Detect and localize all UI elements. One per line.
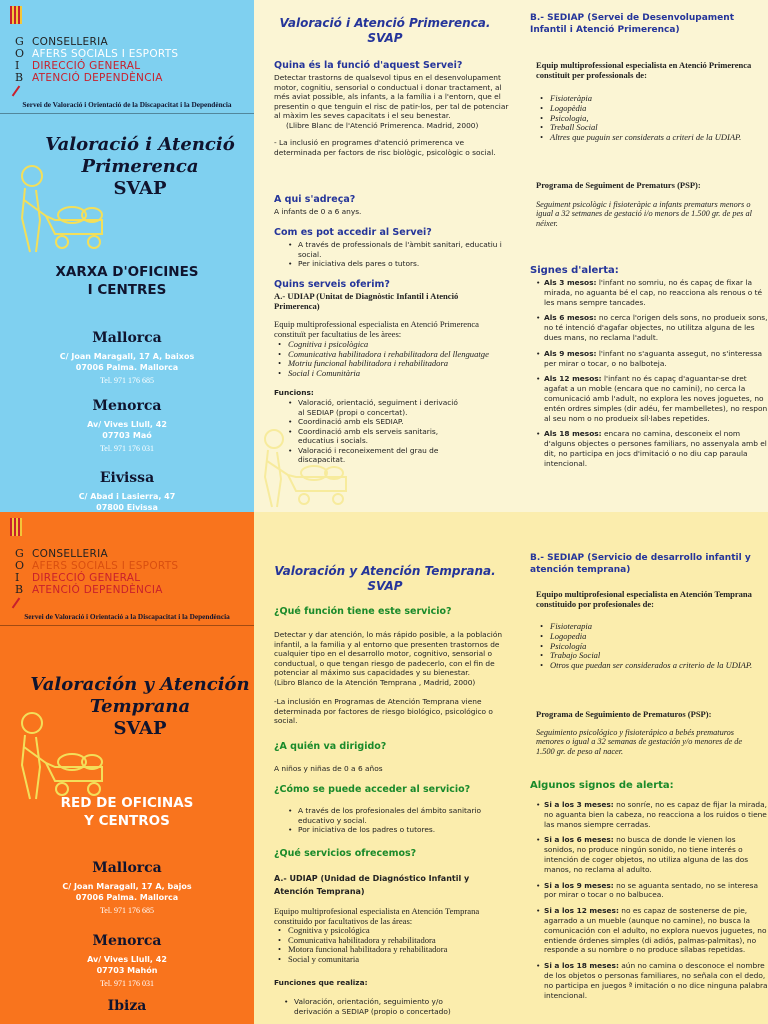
goib-letters: G O I B [15, 35, 25, 84]
question-access: ¿Cómo se puede acceder al servicio? [274, 784, 471, 795]
question-access: Com es pot accedir al Servei? [274, 227, 432, 238]
section-heading: Valoración y Atención Temprana. SVAP [274, 564, 496, 593]
sediap-list: • Fisioteràpia • Logopèdia • Psicologia, • Treball Social • Altres que puguin ser considerats a criteri de la UDIAP. [536, 94, 761, 143]
cover-column [0, 512, 254, 1024]
services-column [516, 0, 768, 512]
office-mallorca: Mallorca C/ Joan Maragall, 17 A, bajos 07006 Palma. Mallorca Tel. 971 176 685 [62, 860, 192, 915]
psp-text: Seguiment psicològic i fisioteràpic a infants prematurs menors o igual a 32 setmanes de gestació i/o menors de 1.500 gr. de pes al néixer. [536, 200, 752, 228]
alert-signs-title: Algunos signos de alerta: [530, 780, 674, 791]
cover-column [0, 0, 254, 512]
child-watermark-illustration [254, 425, 354, 510]
function-text: Detectar y dar atención, lo más rápido posible, a la población infantil, a la familia y al entorno que presenten trastornos de cualquier tipo en el desarrollo motor, cognitivo, sensorial o conductual, o que tengan riesgo de padecerlo, con el fin de potenciar al máximo sus capacidades y su bienestar. (Libro Blanco de la Atención Temprana , Madrid, 2000) -La inclusión en Programas de Atención Temprana viene determinada por factores de riesgo biológico, psicológico o social. [274, 630, 503, 725]
service-name-bar: Servei de Valoració i Orientació a la Discapacitat i la Dependència [0, 612, 254, 626]
access-list: • A través de los profesionales del ámbito sanitario educativo y social. • Por iniciativa de los padres o tutores. [284, 806, 499, 835]
alert-sign-item: • Als 18 mesos: encara no camina, desconeix el nom d'alguns objectes o persones familiars, no assenyala amb el dit, no participa en jocs d'imitació o no diu cap paraula intencional. [536, 429, 768, 468]
office-mallorca: Mallorca C/ Joan Maragall, 17 A, baixos 07006 Palma. Mallorca Tel. 971 176 685 [59, 330, 195, 385]
office-menorca: Menorca Av/ Vives Llull, 42 07703 Maó Tel. 971 176 031 [87, 398, 167, 453]
office-ibiza: Ibiza [107, 998, 147, 1014]
govern-logo [10, 6, 250, 101]
question-target: A qui s'adreça? [274, 194, 356, 205]
alert-sign-item: • Als 12 mesos: l'infant no és capaç d'aguantar-se dret agafat a un moble (encara que no camini), no cerca la comunicació amb l'adult, no explora les noves joguetes, no entén ordres simples (dir adéu, fer mambelletes), no respon al seu nom o no produeix síl·labes repetides. [536, 374, 768, 423]
udiap-text: Equipo multiprofesional especialista en Atención Temprana constituido por facultativos de las áreas: [274, 906, 480, 926]
target-text: A infants de 0 a 6 anys. [274, 207, 362, 216]
brand-title: Valoració i Atenció Primerenca SVAP [45, 134, 235, 199]
alert-signs-list [536, 278, 768, 475]
alert-sign-item: • Si a los 9 meses: no se aguanta sentado, no se interesa por mirar o tocar o no balbucea. [536, 881, 768, 901]
target-text: A niños y niñas de 0 a 6 años [274, 764, 383, 773]
flag-icon [10, 6, 22, 24]
sediap-list: • Fisioterapia • Logopedia • Psicología • Trabajo Social • Otros que puedan ser considerados a criterio de la UDIAP. [536, 622, 761, 671]
function-text: Detectar trastorns de qualsevol tipus en el desenvolupament motor, cognitiu, sensorial o conductual i donar tractament, al més aviat possible, als infants, a la família i a l'entorn, que el presentin o que tenguin el risc de patir-los, per tal de potenciar al màxim les seves capacitats i el seu benestar. (Llibre Blanc de l'Atenció Primerenca. Madrid, 2000) - La inclusió en programes d'atenció primerenca ve determinada per factors de risc biològic, psicològic o social. [274, 73, 509, 157]
udiap-text: Equip multiprofessional especialista en Atenció Primerenca constituït per facultatius de les àrees: [274, 319, 479, 339]
access-list: • A través de professionals de l'àmbit sanitari, educatiu i social. • Per iniciativa dels pares o tutors. [284, 240, 504, 269]
alert-sign-item: • Si a los 18 meses: aún no camina o desconoce el nombre de los objetos o personas familiares, no señala con el dedo, no participa en juegos ª imitación o no dice ninguna palabra intencional. [536, 961, 768, 1000]
info-column [254, 512, 516, 1024]
govern-logo [10, 518, 250, 613]
brochure-spanish [0, 512, 768, 1024]
department-name: CONSELLERIA AFERS SOCIALS I ESPORTS DIRECCIÓ GENERAL ATENCIÓ DEPENDÈNCIA [32, 548, 179, 596]
functions-list: • Valoració, orientació, seguiment i derivació al SEDIAP (propi o concertat). • Coordinació amb els SEDIAP. • Coordinació amb els serveis sanitaris, educatius i socials. • Valoració i reconeixement del grau de discapacitat. [284, 398, 464, 465]
udiap-areas: • Cognitiva i psicològica • Comunicativa habilitadora i rehabilitadora del llenguatge • Motriu funcional habilitadora i rehabilitadora • Social i Comunitària [274, 340, 510, 378]
udiap-areas: • Cognitiva y psicológica • Comunicativa habilitadora y rehabilitadora • Motora funcional habilitadora y rehabilitadora • Social y comunitaria [274, 926, 510, 964]
question-function: Quina és la funció d'aquest Servei? [274, 60, 463, 71]
alert-signs-list [536, 800, 768, 1006]
info-column [254, 0, 516, 512]
udiap-title: A.- UDIAP (Unitat de Diagnòstic Infantil i Atenció Primerenca) [274, 291, 459, 311]
psp-text: Seguimiento psicológico y fisioterápico a bebés prematuros menores o igual a 32 semanas de gestación y/o menores de de 1.500 gr. de peso al nacer. [536, 728, 743, 756]
psp-title: Programa de Seguiment de Prematurs (PSP): [536, 180, 701, 190]
service-name-bar: Servei de Valoració i Orientació de la Discapacitat i la Dependència [0, 100, 254, 114]
office-eivissa: Eivissa C/ Abad i Lasierra, 47 07800 Eivissa [78, 470, 176, 512]
department-name: CONSELLERIA AFERS SOCIALS I ESPORTS DIRECCIÓ GENERAL ATENCIÓ DEPENDÈNCIA [32, 36, 179, 84]
child-with-cart-illustration [10, 160, 110, 255]
functions-label: Funciones que realiza: [274, 978, 368, 987]
alert-sign-item: • Si a los 6 meses: no busca de donde le vienen los sonidos, no produce ningún sonido, no tiene interés o intención de coger objetos, no utiliza alguna de las dos manos, no reclama al adulto. [536, 835, 768, 874]
question-services: Quins serveis oferim? [274, 279, 390, 290]
sediap-text: Equipo multiprofesional especialista en Atención Temprana constituido por profesionales de: [536, 589, 752, 609]
alert-sign-item: • Als 3 mesos: l'infant no somriu, no és capaç de fixar la mirada, no aguanta bé el cap, no reacciona als renous o té les mans sempre tancades. [536, 278, 768, 307]
question-function: ¿Qué función tiene este servicio? [274, 606, 452, 617]
functions-label: Funcions: [274, 388, 314, 397]
alert-signs-title: Signes d'alerta: [530, 265, 619, 276]
question-services: ¿Qué servicios ofrecemos? [274, 848, 417, 859]
network-title: XARXA D'OFICINES I CENTRES [55, 264, 199, 298]
slash-icon [12, 598, 21, 609]
sediap-title: B.- SEDIAP (Servei de Desenvolupament Infantil i Atenció Primerenca) [530, 13, 734, 35]
services-column [516, 512, 768, 1024]
child-with-cart-illustration [10, 707, 110, 802]
section-heading: Valoració i Atenció Primerenca. SVAP [279, 16, 491, 45]
goib-letters: G O I B [15, 547, 25, 596]
sediap-text: Equip multiprofessional especialista en Atenció Primerenca constituït per professionals de: [536, 60, 752, 80]
slash-icon [12, 86, 21, 97]
functions-list: • Valoración, orientación, seguimiento y/o derivación a SEDIAP (propio o concertado) [280, 997, 480, 1016]
question-target: ¿A quién va dirigido? [274, 741, 387, 752]
udiap-title: A.- UDIAP (Unidad de Diagnóstico Infantil y Atención Temprana) [274, 874, 470, 896]
alert-sign-item: • Si a los 3 meses: no sonríe, no es capaz de fijar la mirada, no aguanta bien la cabeza, no reacciona a los ruidos o tiene las manos siempre cerradas. [536, 800, 768, 829]
alert-sign-item: • Als 9 mesos: l'infant no s'aguanta assegut, no s'interessa per mirar o tocar, o no balboteja. [536, 349, 768, 369]
office-menorca: Menorca Av/ Vives Llull, 42 07703 Mahón Tel. 971 176 031 [87, 933, 167, 988]
brand-title: Valoración y Atención Temprana SVAP [30, 674, 250, 739]
psp-title: Programa de Seguimiento de Prematuros (PSP): [536, 709, 712, 719]
flag-icon [10, 518, 22, 536]
alert-sign-item: • Si a los 12 meses: no es capaz de sostenerse de pie, agarrado a un mueble (aunque no camine), no busca la comunicación con el adulto, no explora nuevos juguetes, no entiende órdenes simples (di adiós, palmas-palmitas), no responde a su nombre o no produce sílabas repetidas. [536, 906, 768, 955]
sediap-title: B.- SEDIAP (Servicio de desarrollo infantil y atención temprana) [530, 553, 751, 575]
network-title: RED DE OFICINAS Y CENTROS [60, 795, 194, 829]
alert-sign-item: • Als 6 mesos: no cerca l'origen dels sons, no produeix sons, no té intenció d'agafar objectes, no utilitza alguna de les dues mans, no reclama l'adult. [536, 313, 768, 342]
